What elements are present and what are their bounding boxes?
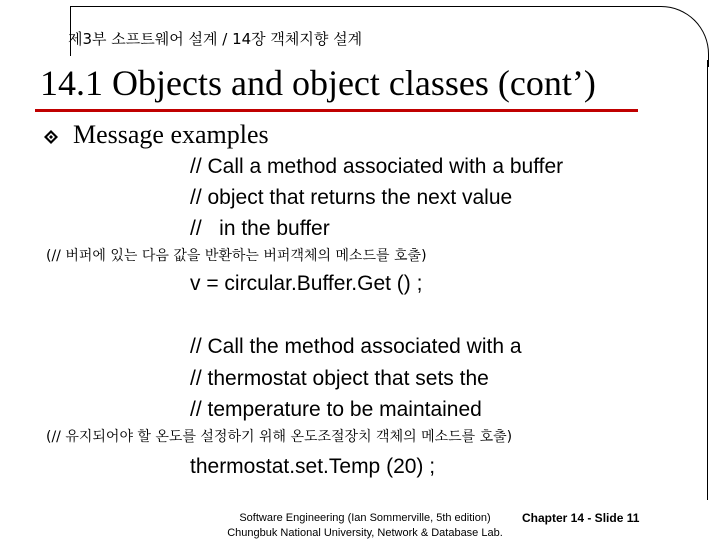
slide-number: Chapter 14 - Slide 11 [522, 511, 640, 525]
frame-top-line [70, 6, 650, 7]
footer-source [205, 511, 525, 540]
footer-source-line: Chungbuk National University, Network & Database Lab. [227, 527, 503, 539]
korean-note: (// 버퍼에 있는 다음 값을 반환하는 버퍼객체의 메소드를 호출) [46, 248, 427, 264]
footer-source-line: Software Engineering (Ian Sommerville, 5th edition) [239, 512, 491, 524]
korean-note: (// 유지되어야 할 온도를 설정하기 위해 온도조절장치 객체의 메소드를 호출) [46, 429, 513, 445]
comment-line: // object that returns the next value [190, 186, 513, 209]
title-underline [35, 109, 638, 112]
comment-line: // thermostat object that sets the [190, 367, 489, 390]
code-statement: thermostat.set.Temp (20) ; [190, 455, 436, 478]
comment-line: // Call a method associated with a buffer [190, 155, 564, 178]
bullet-message-examples: Message examples [73, 120, 269, 149]
comment-line: // temperature to be maintained [190, 398, 482, 421]
diamond-bullet-icon [43, 129, 59, 145]
comment-line: // in the buffer [190, 217, 330, 240]
slide-title: 14.1 Objects and object classes (cont’) [40, 63, 596, 103]
chapter-header: 제3부 소프트웨어 설계 / 14장 객체지향 설계 [68, 30, 363, 48]
frame-right-line [707, 60, 708, 500]
code-statement: v = circular.Buffer.Get () ; [190, 272, 423, 295]
comment-line: // Call the method associated with a [190, 335, 522, 358]
frame-corner [648, 6, 709, 67]
